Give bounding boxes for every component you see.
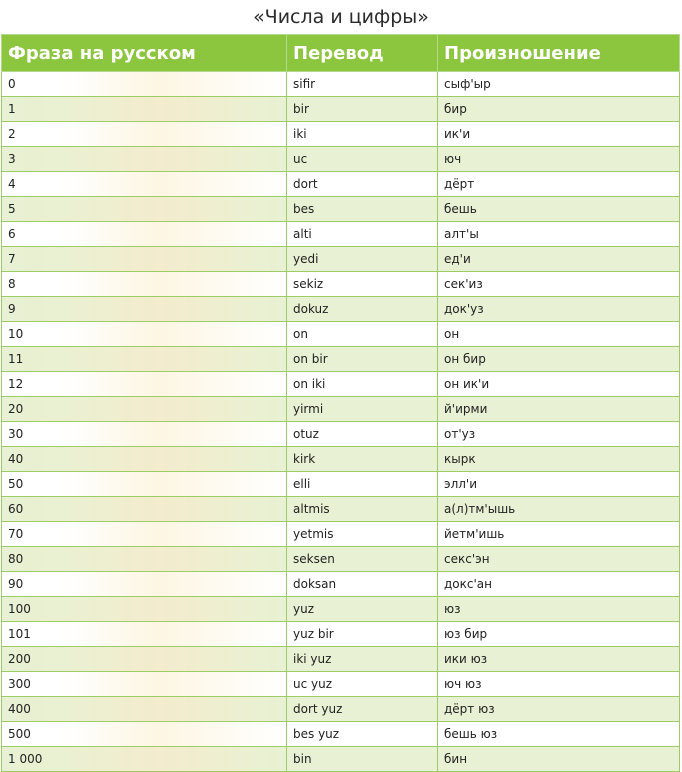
cell-translation: dort bbox=[287, 172, 438, 197]
table-row bbox=[2, 272, 680, 297]
cell-translation: bes bbox=[287, 197, 438, 222]
table-row bbox=[2, 597, 680, 622]
header-russian-phrase: Фраза на русском bbox=[2, 35, 287, 72]
cell-russian: 200 bbox=[2, 647, 287, 672]
cell-pronunciation: он ик'и bbox=[438, 372, 680, 397]
cell-pronunciation: юз bbox=[438, 597, 680, 622]
cell-pronunciation: дёрт bbox=[438, 172, 680, 197]
cell-pronunciation: элл'и bbox=[438, 472, 680, 497]
cell-translation: yetmis bbox=[287, 522, 438, 547]
cell-pronunciation: сыф'ыр bbox=[438, 72, 680, 97]
cell-pronunciation: а(л)тм'ышь bbox=[438, 497, 680, 522]
cell-translation: kirk bbox=[287, 447, 438, 472]
table-row bbox=[2, 122, 680, 147]
cell-pronunciation: юч bbox=[438, 147, 680, 172]
cell-pronunciation: док'уз bbox=[438, 297, 680, 322]
cell-russian: 7 bbox=[2, 247, 287, 272]
cell-pronunciation: юч юз bbox=[438, 672, 680, 697]
table-row bbox=[2, 747, 680, 772]
cell-translation: dokuz bbox=[287, 297, 438, 322]
cell-russian: 12 bbox=[2, 372, 287, 397]
cell-russian: 3 bbox=[2, 147, 287, 172]
cell-translation: otuz bbox=[287, 422, 438, 447]
cell-russian: 5 bbox=[2, 197, 287, 222]
table-row bbox=[2, 547, 680, 572]
cell-russian: 1 bbox=[2, 97, 287, 122]
cell-russian: 4 bbox=[2, 172, 287, 197]
cell-pronunciation: сек'из bbox=[438, 272, 680, 297]
cell-russian: 300 bbox=[2, 672, 287, 697]
cell-translation: alti bbox=[287, 222, 438, 247]
cell-translation: on bbox=[287, 322, 438, 347]
cell-russian: 400 bbox=[2, 697, 287, 722]
table-row bbox=[2, 222, 680, 247]
cell-translation: altmis bbox=[287, 497, 438, 522]
cell-russian: 1 000 bbox=[2, 747, 287, 772]
cell-pronunciation: кырк bbox=[438, 447, 680, 472]
cell-russian: 40 bbox=[2, 447, 287, 472]
cell-pronunciation: бешь bbox=[438, 197, 680, 222]
cell-translation: on iki bbox=[287, 372, 438, 397]
cell-translation: uc yuz bbox=[287, 672, 438, 697]
cell-translation: yedi bbox=[287, 247, 438, 272]
page-title: «Числа и цифры» bbox=[253, 6, 429, 28]
table-row bbox=[2, 247, 680, 272]
table-row bbox=[2, 497, 680, 522]
cell-russian: 500 bbox=[2, 722, 287, 747]
cell-translation: bir bbox=[287, 97, 438, 122]
cell-translation: sifir bbox=[287, 72, 438, 97]
table-row bbox=[2, 397, 680, 422]
cell-pronunciation: ики юз bbox=[438, 647, 680, 672]
cell-russian: 101 bbox=[2, 622, 287, 647]
cell-translation: bin bbox=[287, 747, 438, 772]
cell-russian: 11 bbox=[2, 347, 287, 372]
cell-translation: seksen bbox=[287, 547, 438, 572]
cell-translation: yuz bbox=[287, 597, 438, 622]
cell-russian: 0 bbox=[2, 72, 287, 97]
cell-pronunciation: он бир bbox=[438, 347, 680, 372]
table-row bbox=[2, 172, 680, 197]
table-row bbox=[2, 322, 680, 347]
cell-pronunciation: алт'ы bbox=[438, 222, 680, 247]
cell-pronunciation: ед'и bbox=[438, 247, 680, 272]
cell-translation: on bir bbox=[287, 347, 438, 372]
table-row bbox=[2, 672, 680, 697]
table-row bbox=[2, 422, 680, 447]
cell-russian: 70 bbox=[2, 522, 287, 547]
table-row bbox=[2, 572, 680, 597]
cell-pronunciation: йетм'ишь bbox=[438, 522, 680, 547]
table-row bbox=[2, 197, 680, 222]
cell-pronunciation: бешь юз bbox=[438, 722, 680, 747]
cell-pronunciation: й'ирми bbox=[438, 397, 680, 422]
cell-russian: 80 bbox=[2, 547, 287, 572]
cell-russian: 20 bbox=[2, 397, 287, 422]
cell-russian: 10 bbox=[2, 322, 287, 347]
cell-russian: 6 bbox=[2, 222, 287, 247]
cell-russian: 100 bbox=[2, 597, 287, 622]
cell-translation: bes yuz bbox=[287, 722, 438, 747]
cell-pronunciation: дёрт юз bbox=[438, 697, 680, 722]
cell-pronunciation: ик'и bbox=[438, 122, 680, 147]
table-body bbox=[2, 72, 680, 772]
cell-pronunciation: секс'эн bbox=[438, 547, 680, 572]
table-row bbox=[2, 97, 680, 122]
cell-russian: 9 bbox=[2, 297, 287, 322]
cell-russian: 90 bbox=[2, 572, 287, 597]
table-row bbox=[2, 697, 680, 722]
cell-pronunciation: от'уз bbox=[438, 422, 680, 447]
cell-translation: yuz bir bbox=[287, 622, 438, 647]
cell-translation: dort yuz bbox=[287, 697, 438, 722]
table-row bbox=[2, 72, 680, 97]
table-row bbox=[2, 522, 680, 547]
phrases-table bbox=[1, 34, 680, 772]
cell-russian: 50 bbox=[2, 472, 287, 497]
cell-pronunciation: он bbox=[438, 322, 680, 347]
table-row bbox=[2, 622, 680, 647]
cell-translation: sekiz bbox=[287, 272, 438, 297]
cell-pronunciation: бир bbox=[438, 97, 680, 122]
table-row bbox=[2, 347, 680, 372]
header-pronunciation: Произношение bbox=[438, 35, 680, 72]
cell-translation: iki yuz bbox=[287, 647, 438, 672]
table-row bbox=[2, 472, 680, 497]
table-row bbox=[2, 297, 680, 322]
table-row bbox=[2, 447, 680, 472]
table-row bbox=[2, 722, 680, 747]
cell-pronunciation: докс'ан bbox=[438, 572, 680, 597]
table-row bbox=[2, 372, 680, 397]
table-header-row bbox=[2, 35, 680, 72]
cell-translation: yirmi bbox=[287, 397, 438, 422]
cell-russian: 2 bbox=[2, 122, 287, 147]
cell-russian: 30 bbox=[2, 422, 287, 447]
cell-russian: 60 bbox=[2, 497, 287, 522]
cell-translation: doksan bbox=[287, 572, 438, 597]
cell-pronunciation: юз бир bbox=[438, 622, 680, 647]
cell-russian: 8 bbox=[2, 272, 287, 297]
table-row bbox=[2, 147, 680, 172]
cell-translation: uc bbox=[287, 147, 438, 172]
cell-pronunciation: бин bbox=[438, 747, 680, 772]
header-translation: Перевод bbox=[287, 35, 438, 72]
cell-translation: elli bbox=[287, 472, 438, 497]
cell-translation: iki bbox=[287, 122, 438, 147]
table-row bbox=[2, 647, 680, 672]
